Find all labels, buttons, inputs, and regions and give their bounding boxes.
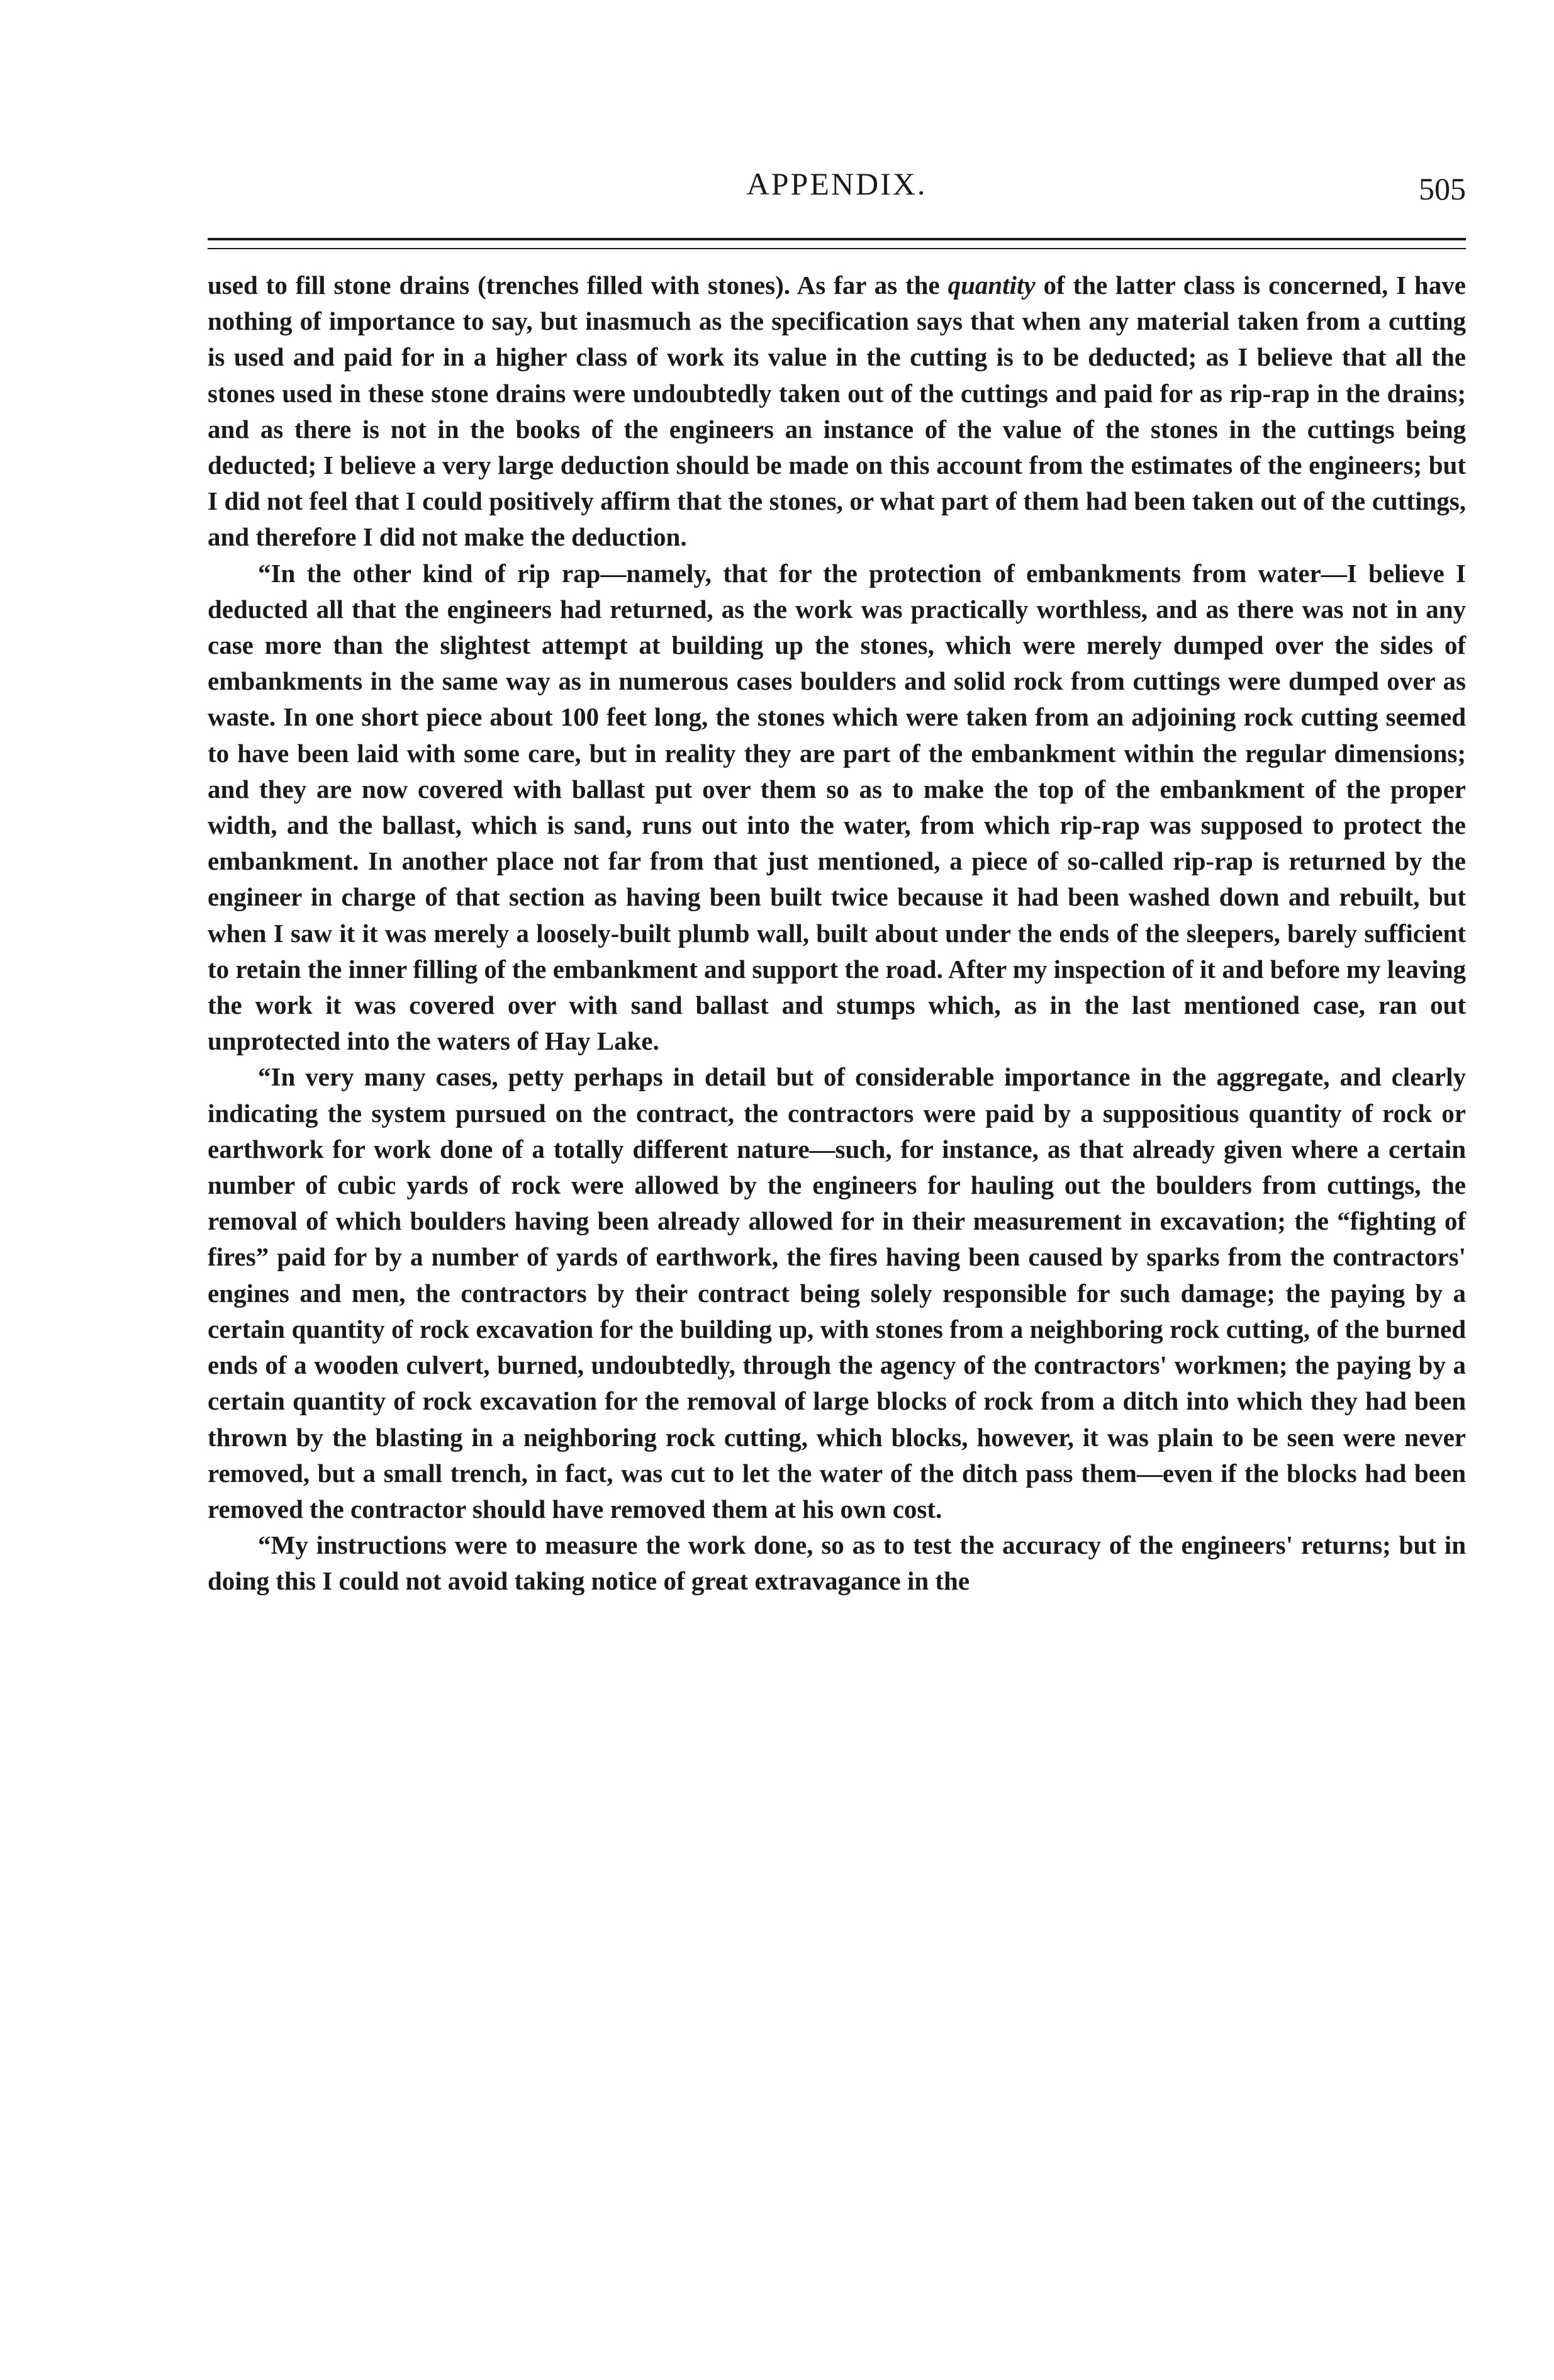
paragraph-1-emphasis: quantity (947, 271, 1036, 300)
page-number: 505 (1419, 171, 1466, 206)
paragraph-4: “My instructions were to measure the work done, so as to test the accuracy of the engineers' returns; but in doing this I could not avoid taking notice of great extravagance in the (208, 1530, 1466, 1596)
paragraph-3: “In very many cases, petty perhaps in detail but of considerable importance in the aggregate, and clearly indicating the system pursued on the contract, the contractors were paid by a suppositious quantity of rock or earthwork for work done of a totally different nature—such, for instance, as that already given where a certain number of cubic yards of rock were allowed by the engineers for hauling out the boulders from cuttings, the removal of which boulders having been already allowed for in their measurement in excavation; the “fighting of fires” paid for by a number of yards of earthwork, the fires having been caused by sparks from the contractors' engines and men, the contractors by their contract being solely responsible for such damage; the paying by a certain quantity of rock excavation for the building up, with stones from a neighboring rock cutting, of the burned ends of a wooden culvert, burned, undoubtedly, through the agency of the contractors' workmen; the paying by a certain quantity of rock excavation for the removal of large blocks of rock from a ditch into which they had been thrown by the blasting in a neighboring rock cutting, which blocks, however, it was plain to be seen were never removed, but a small trench, in fact, was cut to let the water of the ditch pass them—even if the blocks had been removed the contractor should have removed them at his own cost. (208, 1062, 1466, 1524)
paragraph-1-text-cont: of the latter class is concerned, I have nothing of importance to say, but inasmuch as the specification says that when any material taken from a cutting is used and paid for in a higher class of work its value in the cutting is to be deducted; as I believe that all the stones used in these stone drains were undoubtedly taken out of the cuttings and paid for as rip-rap in the drains; and as there is not in the books of the engineers an instance of the value of the stones in the cuttings being deducted; I believe a very large deduction should be made on this account from the estimates of the engineers; but I did not feel that I could positively affirm that the stones, or what part of them had been taken out of the cuttings, and therefore I did not make the deduction. (208, 271, 1467, 552)
paragraph-1-text: used to fill stone drains (trenches filled with stones). As far as the (208, 271, 948, 300)
header-rule-thin (208, 248, 1466, 249)
body-text (208, 267, 1466, 1600)
paragraph-2: “In the other kind of rip rap—namely, that for the protection of embankments from water—I believe I deducted all that the engineers had returned, as the work was practically worthless, and as there was not in any case more than the slightest attempt at building up the stones, which were merely dumped over the sides of embankments in the same way as in numerous cases boulders and solid rock from cuttings were dumped over as waste. In one short piece about 100 feet long, the stones which were taken from an adjoining rock cutting seemed to have been laid with some care, but in reality they are part of the embankment within the regular dimensions; and they are now covered with ballast put over them so as to make the top of the embankment of the proper width, and the ballast, which is sand, runs out into the water, from which rip-rap was supposed to protect the embankment. In another place not far from that just mentioned, a piece of so-called rip-rap is returned by the engineer in charge of that section as having been built twice because it had been washed down and rebuilt, but when I saw it it was merely a loosely-built plumb wall, built about under the ends of the sleepers, barely sufficient to retain the inner filling of the embankment and support the road. After my inspection of it and before my leaving the work it was covered over with sand ballast and stumps which, as in the last mentioned case, ran out unprotected into the waters of Hay Lake. (208, 558, 1466, 1056)
paragraph-1 (208, 267, 1466, 556)
running-head: APPENDIX. (746, 166, 927, 201)
page-header (208, 165, 1466, 215)
header-rule (208, 238, 1466, 240)
